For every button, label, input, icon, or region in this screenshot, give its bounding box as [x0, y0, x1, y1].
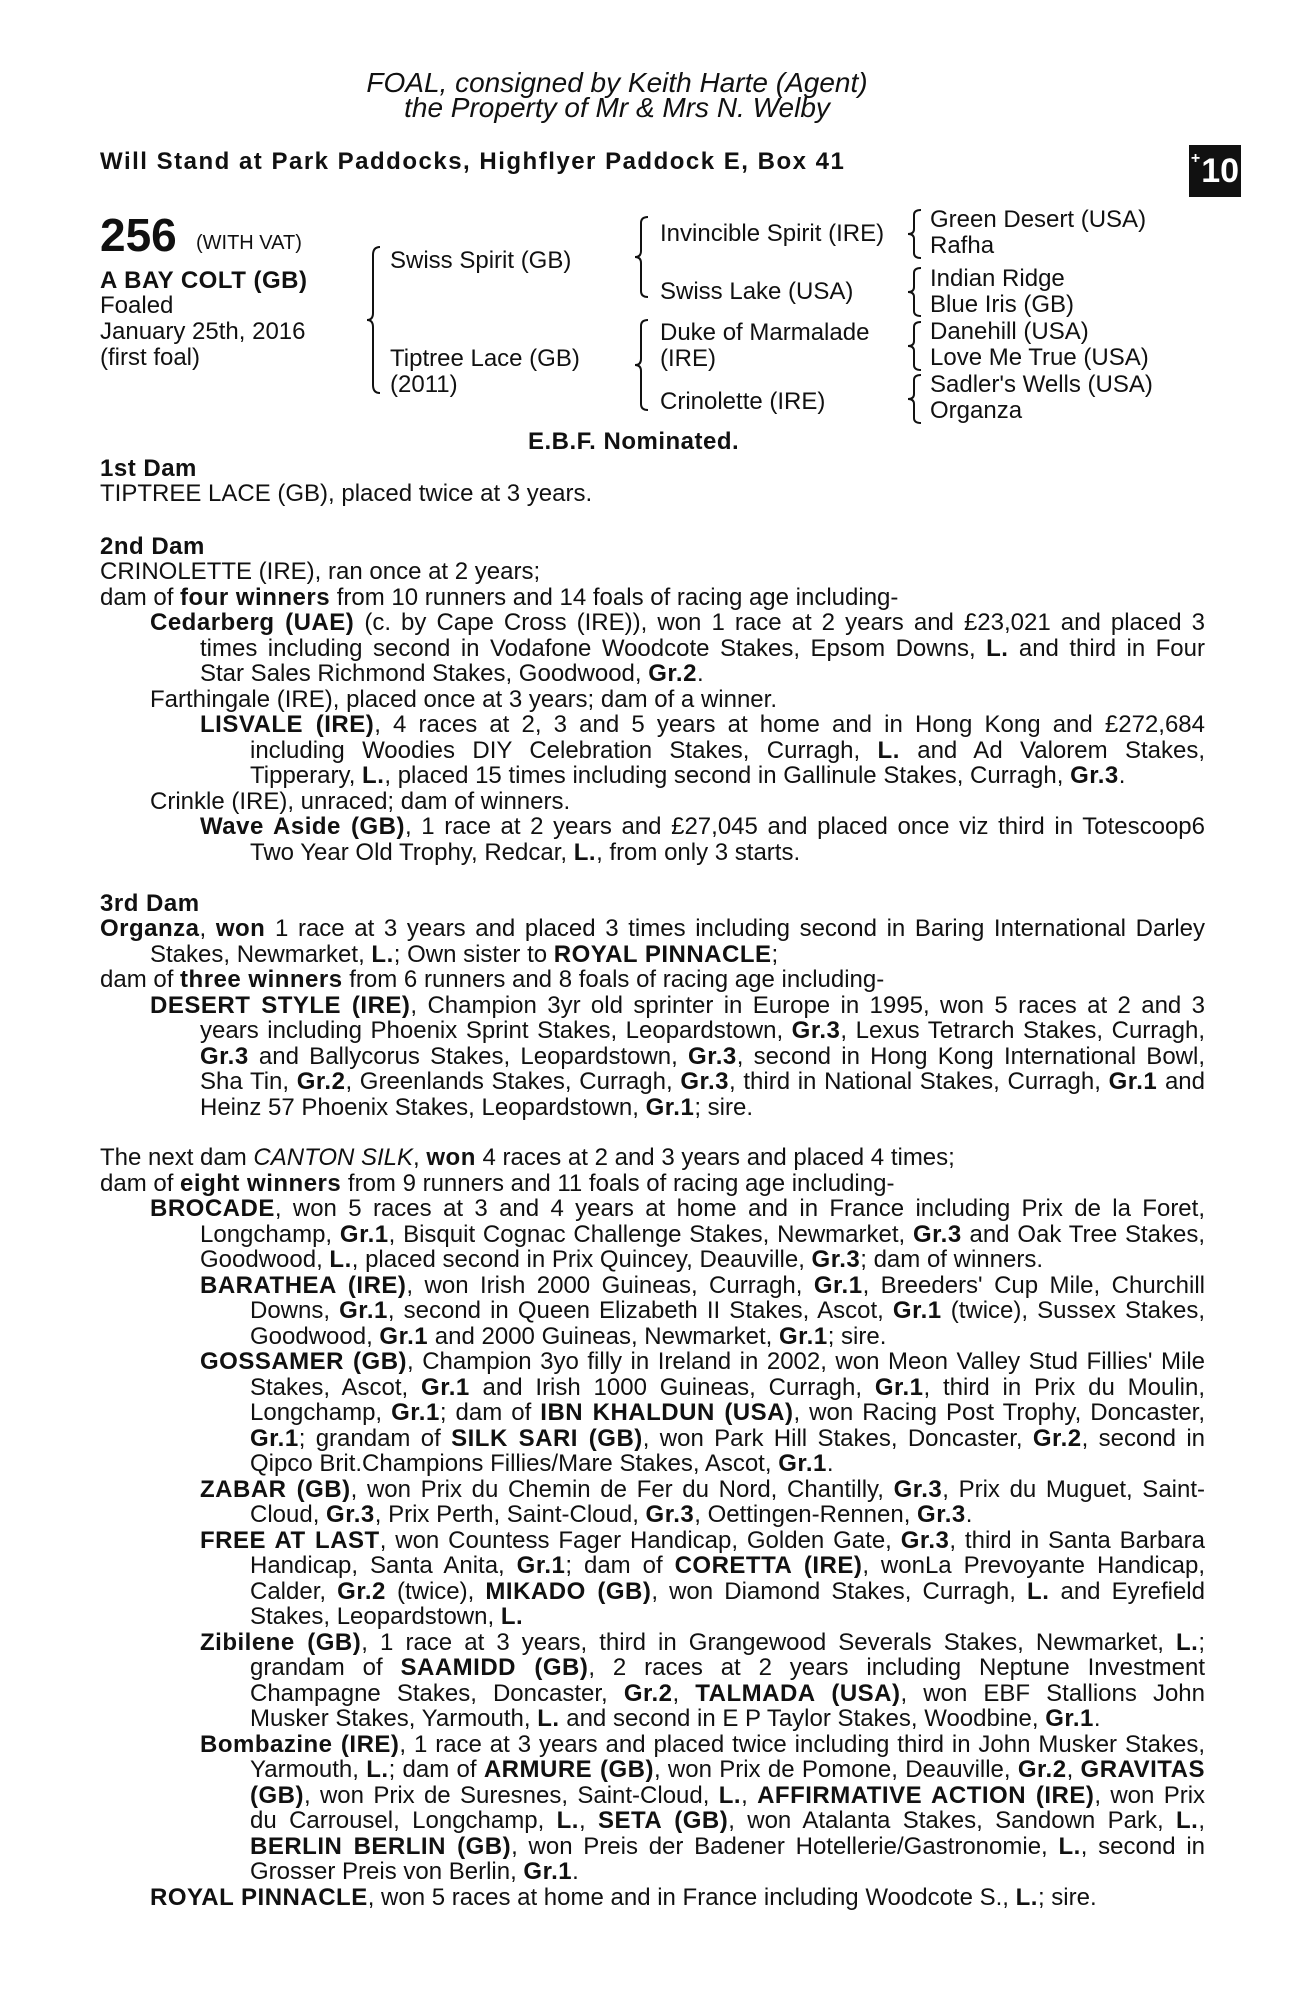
dam3-section	[100, 916, 1205, 1120]
brace-g1	[906, 208, 926, 260]
ssd: Rafha	[930, 232, 995, 259]
pedigree-brace-main	[365, 245, 385, 395]
property-line: the Property of Mr & Mrs N. Welby	[404, 92, 830, 123]
foaled-date: January 25th, 2016	[100, 318, 306, 345]
progeny-barathea: BARATHEA (IRE), won Irish 2000 Guineas, Curragh, Gr.1, Breeders' Cup Mile, Churchill Downs, Gr.1, second in Queen Elizabeth II Stakes, Ascot, Gr.1 (twice), Sussex Stakes, Goodwood, Gr.1 and 2000 Guineas, Newmarket, Gr.1; sire.	[200, 1271, 1206, 1350]
progeny-farthingale: Farthingale (IRE), placed once at 3 years; dam of a winner.	[150, 685, 777, 713]
progeny-gossamer: GOSSAMER (GB), Champion 3yo filly in Ireland in 2002, won Meon Valley Stud Fillies' Mile Stakes, Ascot, Gr.1 and Irish 1000 Guineas, Curragh, Gr.1, third in Prix du Moulin, Longchamp, Gr.1; dam of IBN KHALDUN (USA), won Racing Post Trophy, Doncaster, Gr.1; grandam of SILK SARI (GB), won Park Hill Stakes, Doncaster, Gr.2, second in Qipco Brit.Champions Fillies/Mare Stakes, Ascot, Gr.1.	[200, 1348, 1206, 1477]
sire: Swiss Spirit (GB)	[390, 247, 572, 274]
stand-line: Will Stand at Park Paddocks, Highflyer Paddock E, Box 41	[100, 148, 846, 175]
pedigree-brace-sire	[633, 215, 653, 300]
nextdam-line1: The next dam CANTON SILK, won 4 races at 2 and 3 years and placed 4 times;	[100, 1144, 955, 1171]
progeny-free-at-last: FREE AT LAST, won Countess Fager Handicap, Golden Gate, Gr.3, third in Santa Barbara Handicap, Santa Anita, Gr.1; dam of CORETTA (IRE), wonLa Prevoyante Handicap, Calder, Gr.2 (twice), MIKADO (GB), won Diamond Stakes, Curragh, L. and Eyrefield Stakes, Leopardstown, L.	[200, 1526, 1206, 1630]
progeny-cedarberg: Cedarberg (UAE) (c. by Cape Cross (IRE)), won 1 race at 2 years and £23,021 and placed 3 times including second in Vodafone Woodcote Stakes, Epsom Downs, L. and third in Four Star Sales Richmond Stakes, Goodwood, Gr.2.	[150, 609, 1206, 687]
dam3-winners: dam of three winners from 6 runners and 8 foals of racing age including-	[100, 966, 885, 993]
dam2-section	[100, 559, 1205, 865]
vat-label: (WITH VAT)	[196, 232, 302, 254]
progeny-bombazine: Bombazine (IRE), 1 race at 3 years and placed twice including third in John Musker Stakes, Yarmouth, L.; dam of ARMURE (GB), won Prix de Pomone, Deauville, Gr.2, GRAVITAS (GB), won Prix de Suresnes, Saint-Cloud, L., AFFIRMATIVE ACTION (IRE), won Prix du Carrousel, Longchamp, L., SETA (GB), won Atalanta Stakes, Sandown Park, L., BERLIN BERLIN (GB), won Preis der Badener Hotellerie/Gastronomie, L., second in Grosser Preis von Berlin, Gr.1.	[200, 1730, 1206, 1885]
dam2-title: 2nd Dam	[100, 533, 205, 560]
foaled-label: Foaled	[100, 292, 174, 319]
progeny-desert-style: DESERT STYLE (IRE), Champion 3yr old sprinter in Europe in 1995, won 5 races at 2 and 3 years including Phoenix Sprint Stakes, Leopardstown, Gr.3, Lexus Tetrarch Stakes, Curragh, Gr.3 and Ballycorus Stakes, Leopardstown, Gr.3, second in Hong Kong International Bowl, Sha Tin, Gr.2, Greenlands Stakes, Curragh, Gr.3, third in National Stakes, Curragh, Gr.1 and Heinz 57 Phoenix Stakes, Leopardstown, Gr.1; sire.	[150, 991, 1205, 1121]
dsd: Love Me True (USA)	[930, 344, 1149, 371]
dam2-line1: CRINOLETTE (IRE), ran once at 2 years;	[100, 558, 541, 585]
dam3-organza: Organza, won 1 race at 3 years and placed 3 times including second in Baring International Darley Stakes, Newmarket, L.; Own sister to ROYAL PINNACLE;	[100, 915, 1205, 968]
nextdam-line2: dam of eight winners from 9 runners and 11 foals of racing age including-	[100, 1169, 895, 1197]
dam-year: (2011)	[390, 371, 458, 398]
ebf-nominated: E.B.F. Nominated.	[528, 428, 740, 455]
progeny-crinkle: Crinkle (IRE), unraced; dam of winners.	[150, 787, 571, 815]
progeny-brocade: BROCADE, won 5 races at 3 and 4 years at home and in France including Prix de la Foret, Longchamp, Gr.1, Bisquit Cognac Challenge Stakes, Newmarket, Gr.3 and Oak Tree Stakes, Goodwood, L., placed second in Prix Quincey, Deauville, Gr.3; dam of winners.	[150, 1195, 1206, 1273]
consignor-line: FOAL, consigned by Keith Harte (Agent)	[366, 67, 868, 98]
dam1-text: TIPTREE LACE (GB), placed twice at 3 years.	[100, 480, 593, 507]
progeny-zibilene: Zibilene (GB), 1 race at 3 years, third in Grangewood Severals Stakes, Newmarket, L.; grandam of SAAMIDD (GB), 2 races at 2 years including Neptune Investment Champagne Stakes, Doncaster, Gr.2, TALMADA (USA), won EBF Stallions John Musker Stakes, Yarmouth, L. and second in E P Taylor Stakes, Woodbine, Gr.1.	[200, 1628, 1205, 1732]
foal-note: (first foal)	[100, 344, 201, 371]
progeny-wave-aside: Wave Aside (GB), 1 race at 2 years and £27,045 and placed once viz third in Totescoop6 Two Year Old Trophy, Redcar, L., from only 3 starts.	[200, 813, 1206, 866]
dam3-title: 3rd Dam	[100, 890, 200, 917]
nextdam-section	[100, 1145, 1205, 1910]
dam-sire-2: (IRE)	[660, 345, 716, 372]
sss: Green Desert (USA)	[930, 206, 1147, 233]
ddd: Organza	[930, 397, 1023, 424]
sdd: Blue Iris (GB)	[930, 291, 1075, 318]
progeny-zabar: ZABAR (GB), won Prix du Chemin de Fer du Nord, Chantilly, Gr.3, Prix du Muguet, Saint-Cloud, Gr.3, Prix Perth, Saint-Cloud, Gr.3, Oettingen-Rennen, Gr.3.	[200, 1475, 1205, 1528]
dds: Sadler's Wells (USA)	[930, 371, 1153, 398]
pedigree-brace-dam	[633, 318, 653, 413]
dss: Danehill (USA)	[930, 318, 1089, 345]
dam-sire-1: Duke of Marmalade	[660, 319, 870, 346]
dam: Tiptree Lace (GB)	[390, 345, 580, 372]
progeny-royal-pinnacle: ROYAL PINNACLE, won 5 races at home and in France including Woodcote S., L.; sire.	[150, 1883, 1097, 1911]
lot-badge: + 10	[1189, 145, 1241, 197]
dam2-line2: dam of four winners from 10 runners and 14 foals of racing age including-	[100, 583, 899, 611]
sds: Indian Ridge	[930, 265, 1065, 292]
dam-dam: Crinolette (IRE)	[660, 388, 826, 415]
dam1-title: 1st Dam	[100, 455, 197, 482]
sire-sire: Invincible Spirit (IRE)	[660, 220, 885, 247]
brace-g4	[906, 373, 926, 425]
sire-dam: Swiss Lake (USA)	[660, 278, 854, 305]
progeny-lisvale: LISVALE (IRE), 4 races at 2, 3 and 5 years at home and in Hong Kong and £272,684 including Woodies DIY Celebration Stakes, Curragh, L. and Ad Valorem Stakes, Tipperary, L., placed 15 times including second in Gallinule Stakes, Curragh, Gr.3.	[200, 711, 1205, 789]
brace-g2	[906, 266, 926, 318]
lot-title: A BAY COLT (GB)	[100, 267, 308, 294]
brace-g3	[906, 320, 926, 372]
lot-number: 256	[100, 209, 177, 261]
